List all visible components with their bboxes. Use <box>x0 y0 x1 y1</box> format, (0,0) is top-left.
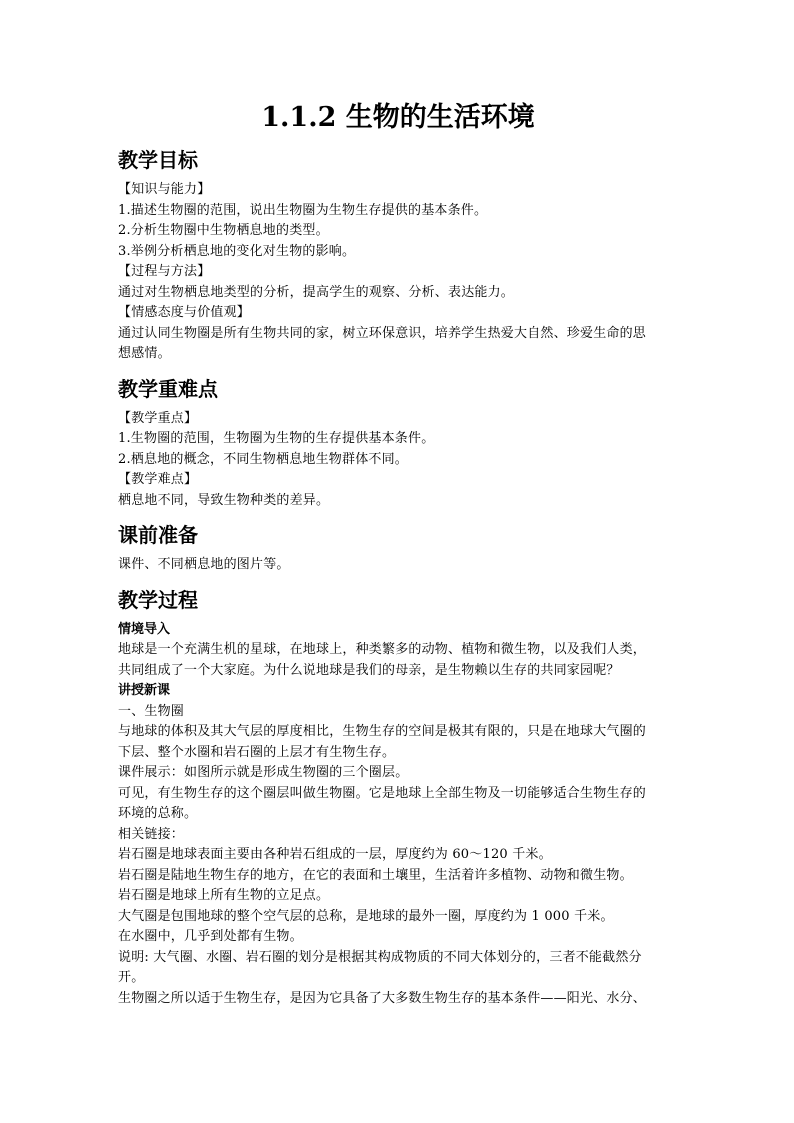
preparation-section <box>118 555 678 576</box>
text-line: 【情感态度与价值观】 <box>118 305 251 320</box>
text-line: 2.栖息地的概念，不同生物栖息地生物群体不同。 <box>118 451 409 467</box>
subheading-intro: 情境导入 <box>118 621 171 637</box>
text-line: 共同组成了一个大家庭。为什么说地球是我们的母亲，是生物赖以生存的共同家园呢？ <box>118 662 620 678</box>
text-line: 课件展示：如图所示就是形成生物圈的三个圈层。 <box>118 765 409 780</box>
text-line: 地球是一个充满生机的星球，在地球上，种类繁多的动物、植物和微生物，以及我们人类， <box>118 642 647 657</box>
text-line: 说明: 大气圈、水圈、岩石圈的划分是根据其构成物质的不同大体划分的，三者不能截然分 <box>118 949 642 965</box>
text-line: 相关链接： <box>118 826 185 842</box>
text-line: 与地球的体积及其大气层的厚度相比，生物生存的空间是极其有限的，只是在地球大气圈的 <box>118 724 647 739</box>
heading-preparation: 课前准备 <box>118 523 198 547</box>
text-line: 一、生物圈 <box>118 703 185 719</box>
text-line: 可见，有生物生存的这个圈层叫做生物圈。它是地球上全部生物及一切能够适合生物生存的 <box>118 785 647 801</box>
text-line: 开。 <box>118 970 145 985</box>
heading-process: 教学过程 <box>118 587 198 612</box>
text-line: 课件、不同栖息地的图片等。 <box>118 557 290 572</box>
text-line: 2.分析生物圈中生物栖息地的类型。 <box>118 223 329 238</box>
text-line: 1.描述生物圈的范围，说出生物圈为生物生存提供的基本条件。 <box>118 202 488 218</box>
objectives-section <box>118 180 678 365</box>
text-line: 生物圈之所以适于生物生存，是因为它具备了大多数生物生存的基本条件——阳光、水分、 <box>118 990 647 1006</box>
text-line: 在水圈中，几乎到处都有生物。 <box>118 929 303 944</box>
heading-objectives: 教学目标 <box>118 148 198 172</box>
text-line: 大气圈是包围地球的整个空气层的总称，是地球的最外一圈，厚度约为 1 000 千米。 <box>118 908 614 924</box>
text-line: 1.生物圈的范围，生物圈为生物的生存提供基本条件。 <box>118 431 435 446</box>
heading-key-points: 教学重难点 <box>118 376 218 401</box>
text-line: 下层、整个水圈和岩石圈的上层才有生物生存。 <box>118 744 396 760</box>
text-line: 环境的总称。 <box>118 806 198 821</box>
key-points-section <box>118 409 678 512</box>
text-line: 通过认同生物圈是所有生物共同的家，树立环保意识，培养学生热爱大自然、珍爱生命的思 <box>118 325 647 341</box>
text-line: 【知识与能力】 <box>118 182 211 197</box>
text-line: 栖息地不同，导致生物种类的差异。 <box>118 492 330 508</box>
page-title: 1.1.2 生物的生活环境 <box>261 102 535 133</box>
text-line: 岩石圈是地球表面主要由各种岩石组成的一层，厚度约为 60～120 千米。 <box>118 847 552 862</box>
process-section <box>118 620 678 1010</box>
subheading-new-lesson: 讲授新课 <box>118 683 171 698</box>
text-line: 想感情。 <box>118 346 171 361</box>
text-line: 通过对生物栖息地类型的分析，提高学生的观察、分析、表达能力。 <box>118 284 515 300</box>
text-line: 岩石圈是陆地生物生存的地方，在它的表面和土壤里，生活着许多植物、动物和微生物。 <box>118 867 633 883</box>
document-body <box>118 100 678 1009</box>
text-line: 【过程与方法】 <box>118 264 211 279</box>
text-line: 【教学重点】 <box>118 410 198 426</box>
text-line: 3.举例分析栖息地的变化对生物的影响。 <box>118 243 356 259</box>
text-line: 岩石圈是地球上所有生物的立足点。 <box>118 888 330 903</box>
text-line: 【教学难点】 <box>118 472 198 487</box>
